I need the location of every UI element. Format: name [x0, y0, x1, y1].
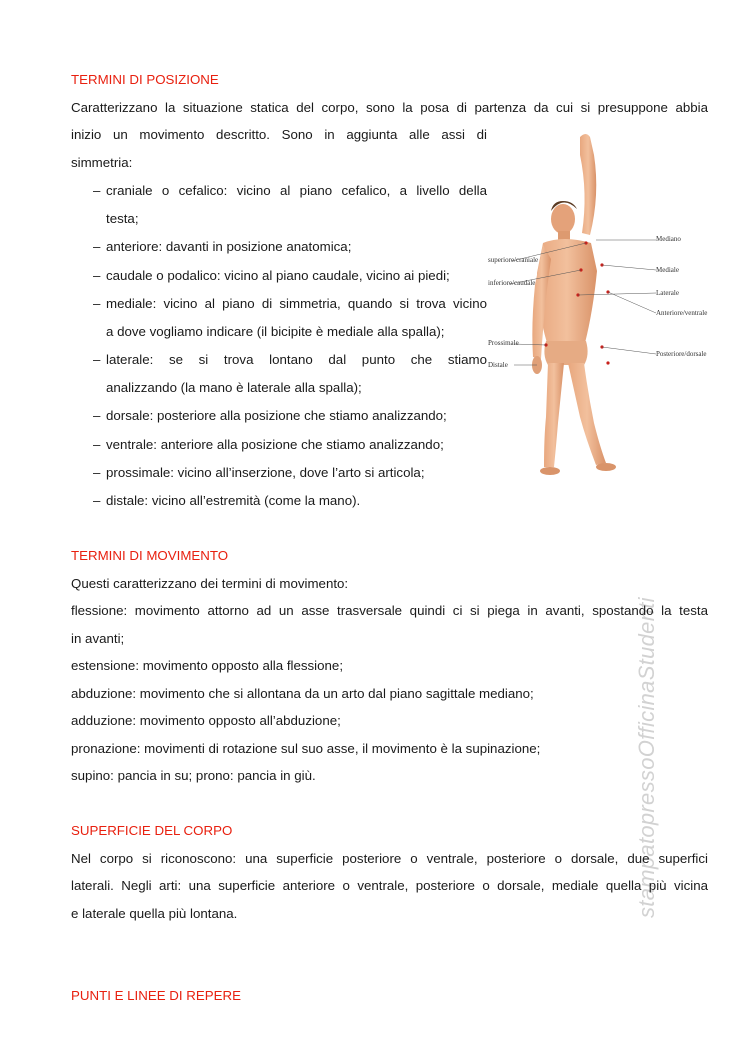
list-dash: – — [93, 465, 101, 480]
paragraph-line: abduzione: movimento che si allontana da un arto dal piano sagittale mediano; — [71, 686, 534, 701]
list-item: anteriore: davanti in posizione anatomica; — [106, 239, 352, 254]
label-mediale: Mediale — [656, 266, 679, 274]
left-leg — [544, 363, 564, 467]
label-mediano: Mediano — [656, 235, 681, 243]
list-item: distale: vicino all’estremità (come la mano). — [106, 493, 361, 508]
intro-line: inizio un movimento descritto. Sono in aggiunta alle assi di — [71, 127, 487, 142]
paragraph-line: in avanti; — [71, 631, 125, 646]
list-item-continuation: testa; — [106, 211, 139, 226]
intro-line: Caratterizzano la situazione statica del corpo, sono la posa di partenza da cui si presuppone abbia — [71, 100, 708, 115]
paragraph-line: laterali. Negli arti: una superficie anteriore o ventrale, posteriore o dorsale, mediale quella più vicina — [71, 878, 708, 893]
list-item: mediale: vicino al piano di simmetria, quando si trova vicino — [106, 296, 487, 311]
label-inferiore: inferiore/caudale — [488, 279, 536, 287]
label-superiore: superiore/craniale — [488, 256, 539, 264]
label-prossimale: Prossimale — [488, 339, 519, 347]
list-dash: – — [93, 493, 101, 508]
right-leg — [568, 363, 606, 465]
paragraph-line: pronazione: movimenti di rotazione sul suo asse, il movimento è la supinazione; — [71, 741, 541, 756]
label-posteriore: Posteriore/dorsale — [656, 350, 707, 358]
list-item: dorsale: posteriore alla posizione che stiamo analizzando; — [106, 408, 447, 423]
label-anteriore: Anteriore/ventrale — [656, 309, 708, 317]
list-item: caudale o podalico: vicino al piano caudale, vicino ai piedi; — [106, 268, 450, 283]
list-dash: – — [93, 183, 101, 198]
list-item-continuation: a dove vogliamo indicare (il bicipite è mediale alla spalla); — [106, 324, 445, 339]
section-title-repere: PUNTI E LINEE DI REPERE — [71, 988, 241, 1003]
list-item: craniale o cefalico: vicino al piano cefalico, a livello della — [106, 183, 487, 198]
list-dash: – — [93, 296, 101, 311]
anatomy-figure — [488, 125, 713, 480]
list-dash: – — [93, 408, 101, 423]
list-item: laterale: se si trova lontano dal punto che stiamo — [106, 352, 487, 367]
paragraph-line: supino: pancia in su; prono: pancia in giù. — [71, 768, 316, 783]
paragraph-line: e laterale quella più lontana. — [71, 906, 238, 921]
list-item: prossimale: vicino all’inserzione, dove l’arto si articola; — [106, 465, 425, 480]
list-dash: – — [93, 268, 101, 283]
section-title-superficie: SUPERFICIE DEL CORPO — [71, 823, 233, 838]
paragraph-line: adduzione: movimento opposto all’abduzione; — [71, 713, 341, 728]
watermark: stampatopressoOfficinaStudenti — [634, 597, 659, 918]
head — [551, 204, 575, 234]
list-dash: – — [93, 437, 101, 452]
list-item: ventrale: anteriore alla posizione che stiamo analizzando; — [106, 437, 444, 452]
label-distale: Distale — [488, 361, 508, 369]
raised-arm — [580, 134, 596, 235]
anatomy-figure-drawing — [488, 125, 713, 480]
paragraph-line: Questi caratterizzano dei termini di movimento: — [71, 576, 349, 591]
section-title-movimento: TERMINI DI MOVIMENTO — [71, 548, 229, 563]
paragraph-line: Nel corpo si riconoscono: una superficie posteriore o ventrale, posteriore o dorsale, due superfici — [71, 851, 708, 866]
section-title-posizione: TERMINI DI POSIZIONE — [71, 72, 219, 87]
intro-line: simmetria: — [71, 155, 133, 170]
list-dash: – — [93, 239, 101, 254]
paragraph-line: flessione: movimento attorno ad un asse trasversale quindi ci si piega in avanti, spostando la testa — [71, 603, 708, 618]
list-dash: – — [93, 352, 101, 367]
paragraph-line: estensione: movimento opposto alla flessione; — [71, 658, 344, 673]
list-item-continuation: analizzando (la mano è laterale alla spalla); — [106, 380, 362, 395]
label-laterale: Laterale — [656, 289, 679, 297]
